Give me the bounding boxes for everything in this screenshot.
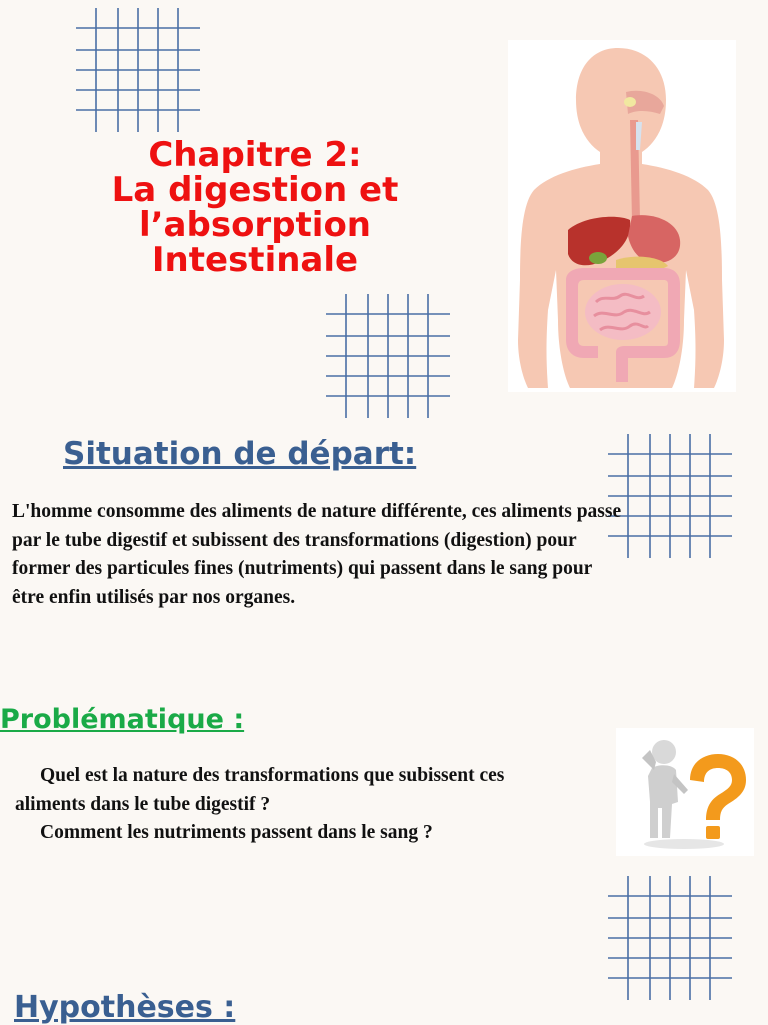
title-line-1: Chapitre 2:: [148, 135, 362, 175]
question-mark-figure-icon: [616, 728, 754, 856]
grid-decoration-right-bottom: [608, 876, 732, 1000]
question-1-line-2: aliments dans le tube digestif ?: [15, 793, 271, 815]
situation-text: L'homme consomme des aliments de nature différente, ces aliments passe par le tube digestif et subissent des transformations (digestion) pour former des particules fines (nutriments) qui passent dans le sang pour être enfin utilisés par nos organes.: [12, 501, 622, 608]
question-1-line-1: Quel est la nature des transformations que subissent ces: [40, 765, 505, 786]
chapter-title: [60, 135, 450, 280]
grid-decoration-top-left: [76, 8, 200, 132]
problematique-heading: Problématique :: [0, 704, 245, 735]
question-mark-figure: [616, 728, 754, 856]
title-line-2: La digestion et: [111, 170, 399, 210]
digestive-system-icon: [508, 40, 736, 392]
problematique-questions: [15, 762, 615, 848]
grid-decoration-right-middle: [608, 434, 732, 558]
digestive-system-illustration: [508, 40, 736, 392]
grid-decoration-center: [326, 294, 450, 418]
situation-heading: Situation de départ:: [63, 436, 417, 472]
question-2: Comment les nutriments passent dans le sang ?: [40, 822, 433, 843]
title-line-4: Intestinale: [151, 240, 359, 280]
title-line-3: l’absorption: [138, 205, 372, 245]
hypotheses-heading: Hypothèses :: [14, 990, 236, 1025]
